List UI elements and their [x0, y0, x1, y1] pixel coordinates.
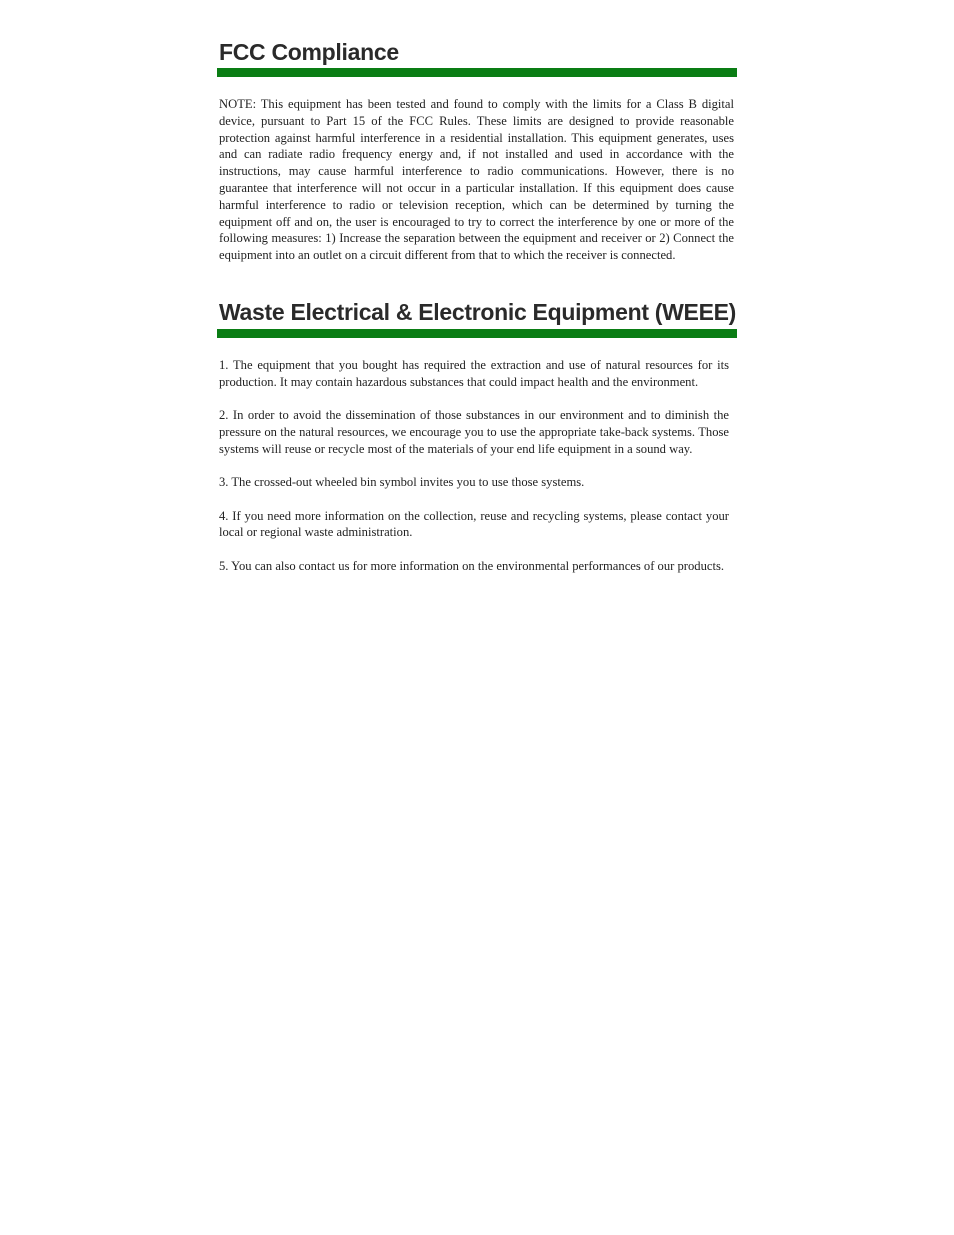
weee-item-2: 2. In order to avoid the dissemination of those substances in our environment and to diminish the pressure on the natural resources, we encourage you to use the appropriate take-back systems. Those systems will reuse or recycle most of the materials of your end life equipment in a sound way. [219, 408, 729, 456]
weee-list [217, 357, 732, 591]
fcc-section-title: FCC Compliance [219, 39, 399, 65]
weee-title-rule [217, 329, 737, 338]
weee-section-title: Waste Electrical & Electronic Equipment (WEEE) [219, 299, 737, 325]
weee-item-3: 3. The crossed-out wheeled bin symbol invites you to use those systems. [219, 475, 585, 490]
weee-item-5: 5. You can also contact us for more information on the environmental performances of our products. [219, 558, 725, 573]
weee-item-4: 4. If you need more information on the collection, reuse and recycling systems, please contact your local or regional waste administration. [219, 508, 729, 540]
fcc-title-rule [217, 68, 737, 77]
weee-item-1: 1. The equipment that you bought has required the extraction and use of natural resources for its production. It may contain hazardous substances that could impact health and the environment. [219, 358, 729, 389]
fcc-note-paragraph: NOTE: This equipment has been tested and found to comply with the limits for a Class B digital device, pursuant to Part 15 of the FCC Rules. These limits are designed to provide reasonable protection against harmful interference in a residential installation. This equipment generates, uses and can radiate radio frequency energy and, if not installed and used in accordance with the instructions, may cause harmful interference to radio communications. However, there is no guarantee that interference will not occur in a particular installation. If this equipment does cause harmful interference to radio or television reception, which can be determined by turning the equipment off and on, the user is encouraged to try to correct the interference by one or more of the following measures: 1) Increase the separation between the equipment and receiver or 2) Connect the equipment into an outlet on a circuit different from that to which the receiver is connected. [219, 97, 734, 263]
